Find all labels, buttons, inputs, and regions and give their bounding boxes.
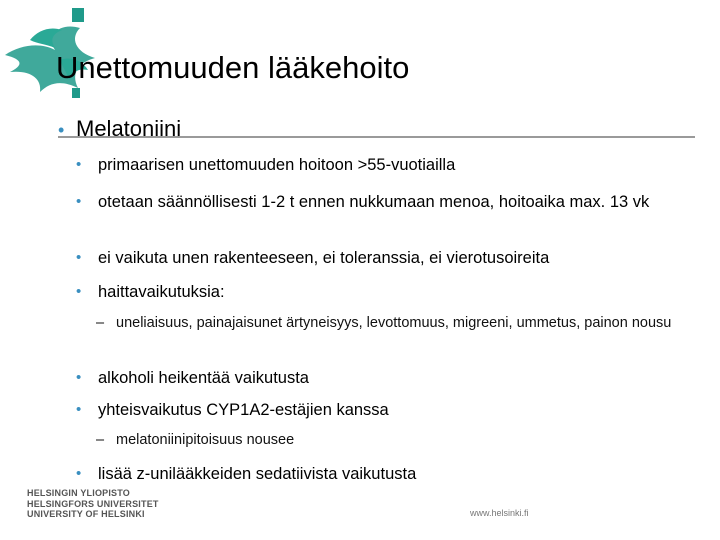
- heading-bullet: [58, 116, 181, 142]
- list-item: [76, 280, 691, 304]
- list-item: [76, 398, 691, 422]
- list-item: [76, 153, 691, 177]
- sub-list-item: [96, 313, 686, 334]
- list-item-text: yhteisvaikutus CYP1A2-estäjien kanssa: [98, 401, 389, 419]
- bullet-dot-icon: •: [58, 120, 65, 140]
- dash-icon: –: [96, 315, 105, 331]
- list-item-text: lisää z-unilääkkeiden sedatiivista vaikutusta: [98, 465, 417, 483]
- dash-icon: –: [96, 432, 105, 448]
- list-item-text: haittavaikutuksia:: [98, 283, 225, 301]
- heading-text: Melatoniini: [76, 116, 182, 141]
- list-item: [76, 190, 691, 214]
- list-item-text: alkoholi heikentää vaikutusta: [98, 369, 309, 387]
- slide-title: Unettomuuden lääkehoito: [56, 50, 410, 85]
- footer-url: www.helsinki.fi: [470, 508, 529, 518]
- list-item-text: primaarisen unettomuuden hoitoon >55-vuotiailla: [98, 156, 456, 174]
- bullet-dot-icon: •: [76, 193, 82, 210]
- sub-list-item-text: uneliaisuus, painajaisunet ärtyneisyys, levottomuus, migreeni, ummetus, painon nousu: [116, 315, 672, 331]
- logo-line-sv: HELSINGFORS UNIVERSITET: [27, 498, 159, 509]
- bullet-dot-icon: •: [76, 283, 82, 300]
- sub-list-item-text: melatoniinipitoisuus nousee: [116, 432, 295, 448]
- bullet-dot-icon: •: [76, 465, 82, 482]
- bullet-dot-icon: •: [76, 156, 82, 173]
- bullet-dot-icon: •: [76, 249, 82, 266]
- university-name-logo: [27, 488, 159, 520]
- list-item: [76, 246, 691, 270]
- list-item-text: otetaan säännöllisesti 1-2 t ennen nukkumaan menoa, hoitoaika max. 13 vk: [98, 193, 650, 211]
- list-item: [76, 462, 691, 486]
- bullet-dot-icon: •: [76, 369, 82, 386]
- sub-list-item: [96, 430, 686, 451]
- list-item-text: ei vaikuta unen rakenteeseen, ei toleranssia, ei vierotusoireita: [98, 249, 550, 267]
- bullet-dot-icon: •: [76, 401, 82, 418]
- logo-line-en: UNIVERSITY OF HELSINKI: [27, 509, 145, 519]
- list-item: [76, 366, 691, 390]
- logo-line-fi: HELSINGIN YLIOPISTO: [27, 488, 130, 498]
